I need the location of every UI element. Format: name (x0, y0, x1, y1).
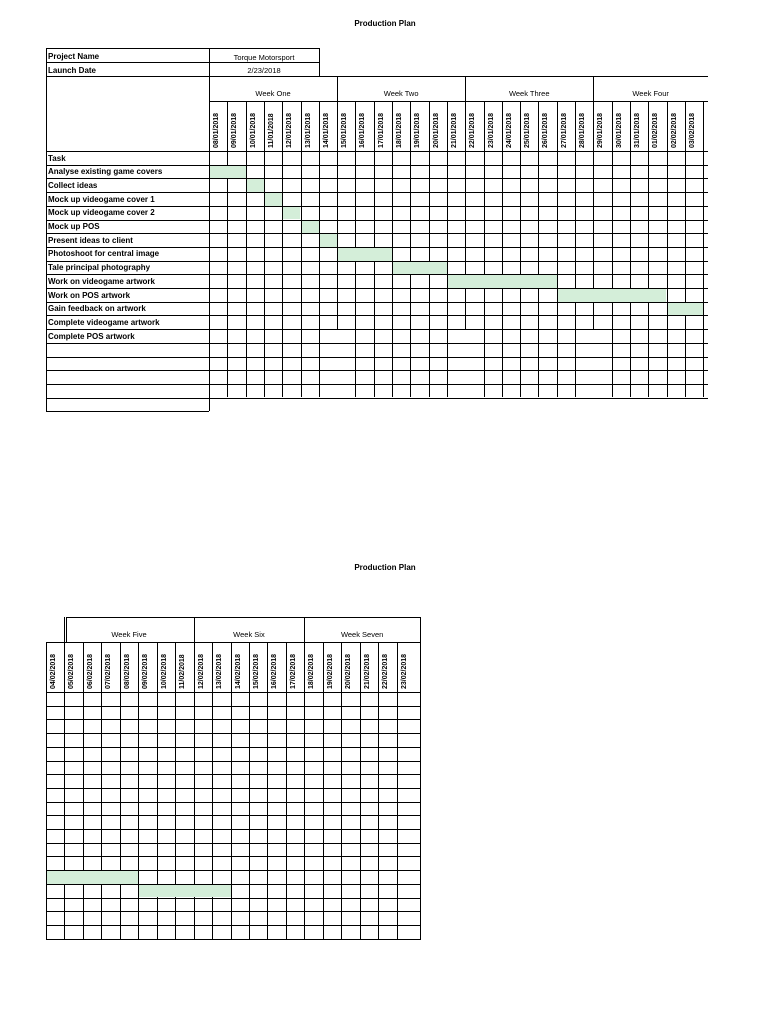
task-bar-2 (265, 193, 282, 206)
date-label-19: 27/01/2018 (560, 112, 568, 148)
p2-date-label-2: 06/02/2018 (86, 653, 94, 689)
date-label-7: 15/01/2018 (341, 112, 349, 148)
date-label-8: 16/01/2018 (359, 112, 367, 148)
p2-col-line-12 (267, 642, 268, 940)
row-line-17 (46, 384, 708, 385)
date-label-9: 17/01/2018 (377, 112, 385, 148)
week-label-2: Week Two (383, 89, 419, 98)
p2-date-label-14: 18/02/2018 (308, 653, 316, 689)
task-label-4: Mock up POS (48, 222, 100, 231)
row-line-14 (46, 343, 708, 344)
date-col-line-12 (429, 101, 430, 397)
p2-date-label-11: 15/02/2018 (252, 653, 260, 689)
p2-row-line-2 (46, 719, 420, 720)
p2-col-line-20 (420, 617, 421, 940)
date-col-line-1 (227, 101, 228, 397)
p2-week-label-1: Week Five (111, 630, 147, 639)
p2-col-line-14 (304, 617, 305, 940)
week-label-3: Week Three (508, 89, 550, 98)
task-bar-7 (393, 262, 447, 275)
p2-top-border (66, 617, 420, 618)
date-label-22: 30/01/2018 (615, 112, 623, 148)
p2-row-line-12 (46, 856, 420, 857)
p2-task-bar-1 (139, 885, 230, 898)
p2-col-line-17 (360, 642, 361, 940)
date-label-11: 19/01/2018 (414, 112, 422, 148)
task-label-0: Analyse existing game covers (48, 167, 163, 177)
p2-date-label-19: 23/02/2018 (400, 653, 408, 689)
row-line-0 (46, 151, 708, 152)
p2-row-line-17 (46, 925, 420, 926)
date-label-1: 09/01/2018 (231, 112, 239, 148)
date-col-line-26 (685, 101, 686, 397)
p2-col-line-2 (83, 642, 84, 940)
p2-row-line-11 (46, 843, 420, 844)
p2-week-label-2: Week Six (233, 630, 265, 639)
task-bar-6 (338, 248, 392, 261)
project-name-value: Torque Motorsport (233, 53, 295, 62)
date-label-16: 24/01/2018 (505, 112, 513, 148)
week-label-4: Week Four (632, 89, 669, 98)
p2-col-line-19 (397, 642, 398, 940)
p2-date-label-1: 05/02/2018 (68, 653, 76, 689)
date-col-line-13 (447, 101, 448, 397)
week-label-1: Week One (255, 89, 291, 98)
date-label-21: 29/01/2018 (597, 112, 605, 148)
date-label-6: 14/01/2018 (322, 112, 330, 148)
task-label-3: Mock up videogame cover 2 (48, 208, 155, 218)
p2-row-line-0 (46, 692, 420, 693)
date-label-23: 31/01/2018 (633, 112, 641, 148)
p2-row-line-7 (46, 788, 420, 789)
date-label-13: 21/01/2018 (450, 112, 458, 148)
date-label-3: 11/01/2018 (267, 113, 275, 148)
p2-col-line-0 (46, 642, 47, 940)
task-bar-1 (247, 179, 264, 192)
p2-date-label-16: 20/02/2018 (345, 653, 353, 689)
date-col-line-16 (502, 101, 503, 397)
row-line-5 (46, 220, 708, 221)
date-label-18: 26/01/2018 (542, 112, 550, 148)
p2-row-line-6 (46, 774, 420, 775)
date-col-line-23 (630, 101, 631, 397)
p2-row-line-14 (46, 884, 420, 885)
p2-date-label-0: 04/02/2018 (50, 653, 57, 689)
date-label-26: 03/02/2018 (688, 112, 696, 148)
p2-week-label-3: Week Seven (340, 630, 384, 639)
row-line-2 (46, 178, 708, 179)
date-col-line-20 (575, 101, 576, 397)
page-title: Production Plan (354, 19, 416, 28)
date-label-24: 01/02/2018 (652, 112, 660, 148)
p2-col-line-13 (286, 642, 287, 940)
p2-date-label-9: 13/02/2018 (216, 653, 224, 689)
task-label-2: Mock up videogame cover 1 (48, 194, 155, 204)
p2-col-line-16 (341, 642, 342, 940)
task-label-1: Collect ideas (48, 180, 98, 190)
p2-row-line-8 (46, 802, 420, 803)
task-label-10: Gain feedback on artwork (48, 304, 146, 314)
info-border-mid (46, 62, 320, 63)
date-col-line-17 (520, 101, 521, 397)
date-label-25: 02/02/2018 (670, 112, 678, 148)
p2-task-bar-0 (47, 871, 138, 884)
p2-col-line-15 (323, 642, 324, 940)
p2-col-line-10 (231, 642, 232, 940)
p2-row-line-15 (46, 898, 420, 899)
date-label-4: 12/01/2018 (286, 112, 294, 148)
date-label-0: 08/01/2018 (213, 112, 220, 148)
date-col-line-15 (484, 101, 485, 397)
p2-date-label-7: 11/02/2018 (179, 654, 187, 689)
week-divider-3 (465, 76, 466, 330)
p2-date-label-10: 14/02/2018 (234, 653, 242, 689)
task-label-5: Present ideas to client (48, 235, 133, 245)
row-line-15 (46, 357, 708, 358)
p2-col-line-3 (101, 642, 102, 940)
task-bar-3 (283, 207, 300, 220)
date-col-line-22 (612, 101, 613, 397)
date-col-line-19 (557, 101, 558, 397)
task-label-6: Photoshoot for central image (48, 249, 160, 259)
p2-date-label-12: 16/02/2018 (271, 653, 279, 689)
info-divider (209, 48, 210, 77)
p2-date-label-13: 17/02/2018 (289, 653, 297, 689)
p2-row-line-4 (46, 747, 420, 748)
date-col-line-11 (410, 101, 411, 397)
launch-date-value: 2/23/2018 (247, 66, 281, 75)
date-col-line-10 (392, 101, 393, 397)
p2-date-label-3: 07/02/2018 (105, 653, 113, 689)
date-col-line-end (703, 101, 704, 397)
p2-col-line-18 (378, 642, 379, 940)
date-label-15: 23/01/2018 (487, 112, 495, 148)
p2-row-line-18 (46, 939, 420, 940)
row-line-6 (46, 233, 708, 234)
p2-row-line-9 (46, 815, 420, 816)
p2-col-line-1 (64, 617, 65, 940)
info-border-top (46, 48, 320, 49)
row-line-16 (46, 370, 708, 371)
row-line-13 (46, 329, 708, 330)
week-divider-2 (337, 76, 338, 330)
date-label-14: 22/01/2018 (469, 112, 477, 148)
p2-date-label-8: 12/02/2018 (197, 653, 205, 689)
task-header: Task (48, 153, 66, 163)
p2-row-line-1 (46, 706, 420, 707)
info-border-left (46, 48, 47, 77)
date-col-line-18 (538, 101, 539, 397)
p2-date-label-5: 09/02/2018 (142, 653, 150, 689)
task-label-9: Work on POS artwork (48, 290, 131, 300)
p2-row-line-5 (46, 761, 420, 762)
task-label-12: Complete POS artwork (48, 331, 135, 341)
info-border-right (319, 48, 320, 77)
p2-date-label-18: 22/02/2018 (382, 653, 390, 689)
info-border-bottom (46, 76, 708, 77)
task-label-7: Tale principal photography (48, 263, 151, 273)
date-label-12: 20/01/2018 (432, 112, 440, 148)
task-bar-0 (210, 166, 246, 179)
date-label-20: 28/01/2018 (579, 112, 586, 148)
p2-row-line-10 (46, 829, 420, 830)
task-label-11: Complete videogame artwork (48, 317, 160, 327)
p2-row-line-3 (46, 733, 420, 734)
task-bar-9 (558, 289, 667, 302)
p2-date-label-6: 10/02/2018 (160, 653, 168, 689)
p2-row-line-16 (46, 911, 420, 912)
p2-date-label-4: 08/02/2018 (123, 653, 131, 689)
date-label-5: 13/01/2018 (304, 112, 312, 148)
p2-date-label-15: 19/02/2018 (326, 653, 334, 689)
row-line-19 (46, 411, 209, 412)
task-label-8: Work on videogame artwork (48, 276, 155, 286)
p2-date-label-17: 21/02/2018 (363, 653, 371, 689)
p2-col-line-11 (249, 642, 250, 940)
task-bar-8 (448, 275, 557, 288)
task-bar-4 (302, 221, 319, 234)
task-bar-10 (668, 303, 704, 316)
task-bar-5 (320, 234, 337, 247)
date-col-line-5 (301, 101, 302, 397)
date-label-2: 10/01/2018 (249, 112, 257, 148)
date-col-line-4 (282, 101, 283, 397)
launch-date-label: Launch Date (48, 66, 97, 75)
left-border (46, 76, 47, 411)
date-col-line-25 (667, 101, 668, 397)
date-label-10: 18/01/2018 (396, 112, 403, 148)
date-col-line-6 (319, 101, 320, 397)
task-col-divider (209, 76, 210, 411)
row-line-18 (46, 398, 708, 399)
date-col-line-24 (648, 101, 649, 397)
date-col-line-2 (246, 101, 247, 397)
p2-col-line-4 (120, 642, 121, 940)
page-title-2: Production Plan (354, 563, 416, 572)
date-label-17: 25/01/2018 (524, 112, 532, 148)
date-col-line-3 (264, 101, 265, 397)
week-row-bottom (209, 101, 708, 102)
project-name-label: Project Name (48, 52, 100, 61)
